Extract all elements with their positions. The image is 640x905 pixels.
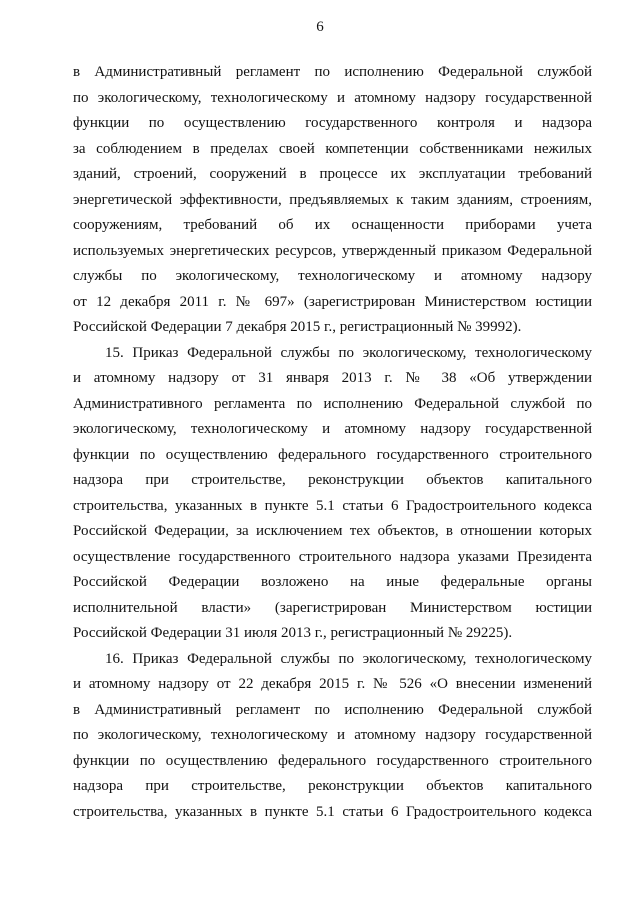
text-line: Российской Федерации 31 июля 2013 г., регистрационный № 29225).: [73, 625, 513, 641]
text-line: энергетической эффективности, предъявляемых к таким зданиям, строениям,: [73, 191, 592, 208]
text-line: строительства, указанных в пункте 5.1 статьи 6 Градостроительного кодекса: [73, 803, 592, 820]
text-line: функции по осуществлению федерального государственного строительного: [73, 446, 592, 463]
text-line: строительства, указанных в пункте 5.1 статьи 6 Градостроительного кодекса: [73, 497, 592, 514]
text-line: сооружениям, требований об их оснащенности приборами учета: [73, 217, 592, 233]
text-line: от 12 декабря 2011 г. № 697» (зарегистрирован Министерством юстиции: [73, 293, 592, 310]
text-line: зданий, строений, сооружений в процессе их эксплуатации требований: [73, 166, 592, 182]
text-line: Административного регламента по исполнению Федеральной службой по: [73, 395, 592, 412]
text-line: в Административный регламент по исполнению Федеральной службой: [73, 701, 592, 718]
paragraph-item-16: [73, 647, 592, 826]
text-line: Российской Федерации, за исключением тех объектов, в отношении которых: [73, 523, 592, 539]
paragraph-continuation: [73, 60, 592, 341]
text-line: в Административный регламент по исполнению Федеральной службой: [73, 64, 592, 80]
document-body: [73, 60, 592, 825]
text-line: 15. Приказ Федеральной службы по экологическому, технологическому: [105, 344, 592, 361]
text-line: 16. Приказ Федеральной службы по экологическому, технологическому: [105, 650, 592, 667]
text-line: экологическому, технологическому и атомному надзору государственной: [73, 421, 592, 437]
text-line: используемых энергетических ресурсов, утвержденный приказом Федеральной: [73, 242, 592, 259]
text-line: функции по осуществлению государственного контроля и надзора: [73, 115, 592, 131]
text-line: Российской Федерации возложено на иные федеральные органы: [73, 574, 592, 590]
page-number: 6: [316, 19, 324, 35]
text-line: надзора при строительстве, реконструкции объектов капитального: [73, 778, 592, 794]
text-line: функции по осуществлению федерального государственного строительного: [73, 752, 592, 769]
text-line: и атомному надзору от 31 января 2013 г. № 38 «Об утверждении: [73, 370, 592, 386]
text-line: по экологическому, технологическому и атомному надзору государственной: [73, 89, 592, 106]
text-line: службы по экологическому, технологическому и атомному надзору: [73, 268, 592, 284]
text-line: и атомному надзору от 22 декабря 2015 г. № 526 «О внесении изменений: [73, 676, 592, 692]
text-line: надзора при строительстве, реконструкции объектов капитального: [73, 472, 592, 488]
text-line: по экологическому, технологическому и атомному надзору государственной: [73, 727, 592, 743]
text-line: за соблюдением в пределах своей компетенции собственниками нежилых: [73, 140, 592, 157]
text-line: исполнительной власти» (зарегистрирован Министерством юстиции: [73, 599, 592, 616]
text-line: осуществление государственного строительного надзора указами Президента: [73, 548, 592, 565]
paragraph-item-15: [73, 341, 592, 647]
text-line: Российской Федерации 7 декабря 2015 г., регистрационный № 39992).: [73, 319, 522, 335]
